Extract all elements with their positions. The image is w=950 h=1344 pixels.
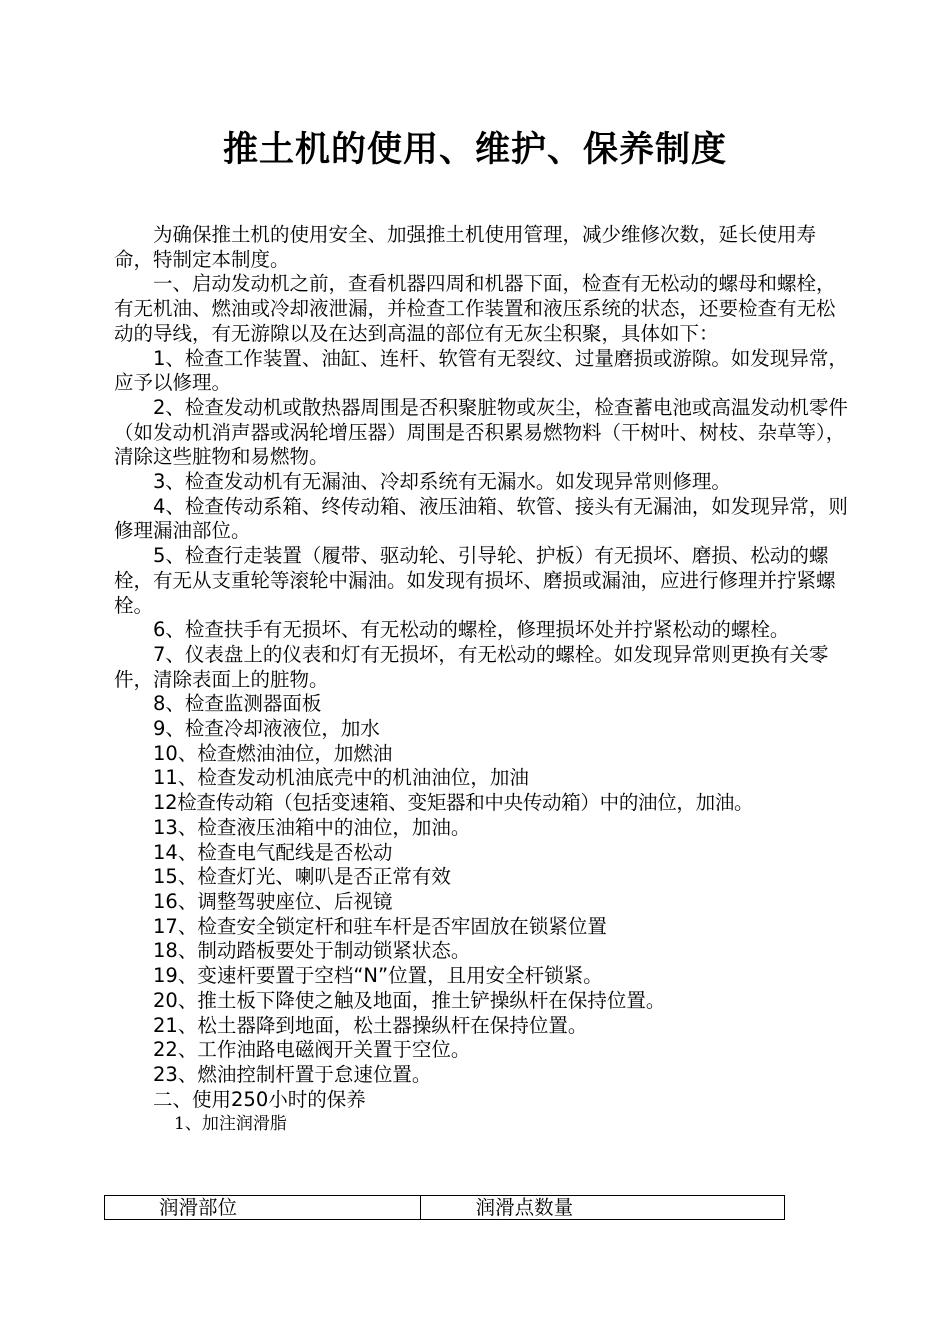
list-item: 9、检查冷却液液位，加水 [153,717,380,741]
list-item: 2、检查发动机或散热器周围是否积聚脏物或灰尘，检查蓄电池或高温发动机零件（如发动机消声器或涡轮增压器）周围是否积累易燃物料（干树叶、树枝、杂草等），清除这些脏物和易燃物。 [114,395,848,469]
list-item: 20、推土板下降使之触及地面，推土铲操纵杆在保持位置。 [153,988,666,1012]
list-item: 22、工作油路电磁阀开关置于空位。 [153,1038,471,1062]
list-item: 18、制动踏板要处于制动锁紧状态。 [153,939,471,963]
document-body [114,223,854,1137]
list-item: 6、检查扶手有无损坏、有无松动的螺栓，修理损坏处并拧紧松动的螺栓。 [153,618,790,642]
section-1-heading: 一、启动发动机之前，查看机器四周和机器下面，检查有无松动的螺母和螺栓，有无机油、燃油或冷却液泄漏，并检查工作装置和液压系统的状态，还要检查有无松动的导线，有无游隙以及在达到高温的部位有无灰尘积聚，具体如下： [114,272,836,345]
list-item: 1、检查工作装置、油缸、连杆、软管有无裂纹、过量磨损或游隙。如发现异常，应予以修理。 [114,346,848,395]
list-item: 10、检查燃油油位，加燃油 [153,741,393,765]
list-item: 17、检查安全锁定杆和驻车杆是否牢固放在锁紧位置 [153,914,607,938]
document-title: 推土机的使用、维护、保养制度 [222,130,727,170]
table-header-cell: 润滑点数量 [420,1196,784,1220]
lubrication-table [104,1195,785,1220]
list-item: 11、检查发动机油底壳中的机油油位，加油 [153,766,529,790]
list-item: 7、仪表盘上的仪表和灯有无损坏，有无松动的螺栓。如发现异常则更换有关零件，清除表面上的脏物。 [114,642,829,691]
table-header-cell: 润滑部位 [105,1196,421,1220]
list-item: 3、检查发动机有无漏油、冷却系统有无漏水。如发现异常则修理。 [153,470,731,494]
list-item: 8、检查监测器面板 [153,692,322,716]
section-2-heading: 二、使用250小时的保养 [153,1087,366,1111]
subsection-heading: 1、加注润滑脂 [174,1114,287,1135]
list-item: 13、检查液压油箱中的油位，加油。 [153,815,471,839]
list-item: 16、调整驾驶座位、后视镜 [153,889,393,913]
list-item: 14、检查电气配线是否松动 [153,840,393,864]
list-item: 12检查传动箱（包括变速箱、变矩器和中央传动箱）中的油位，加油。 [153,791,754,815]
list-item: 19、变速杆要置于空档“N”位置，且用安全杆锁紧。 [153,964,603,988]
list-item: 21、松土器降到地面，松土器操纵杆在保持位置。 [153,1013,588,1037]
table-header-row [105,1196,785,1220]
list-item: 15、检查灯光、喇叭是否正常有效 [153,865,451,889]
list-item: 4、检查传动系箱、终传动箱、液压油箱、软管、接头有无漏油，如发现异常，则修理漏油部位。 [114,494,848,543]
list-item: 5、检查行走装置（履带、驱动轮、引导轮、护板）有无损坏、磨损、松动的螺栓，有无从支重轮等滚轮中漏油。如发现有损坏、磨损或漏油，应进行修理并拧紧螺栓。 [114,544,836,617]
list-item: 23、燃油控制杆置于怠速位置。 [153,1062,432,1086]
intro-paragraph: 为确保推土机的使用安全、加强推土机使用管理，减少维修次数，延长使用寿命，特制定本制度。 [114,223,817,271]
